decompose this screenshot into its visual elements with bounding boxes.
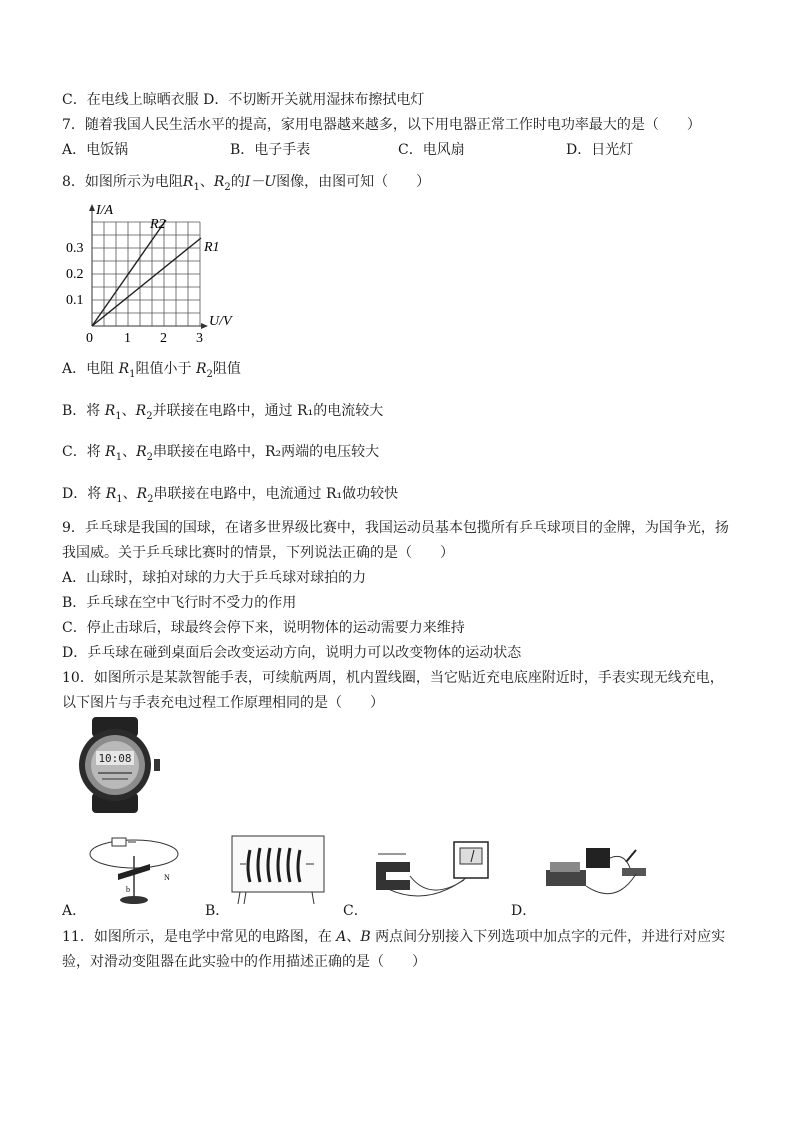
q9-option-a: A．山球时，球拍对球的力大于乒乓球对球拍的力	[62, 570, 367, 586]
q8-option-d: D．将 $R_1$、$R_2$串联接在电路中，电流通过 R₁做功较快	[62, 486, 399, 505]
q8-stem: 8．如图所示为电阻$R_1$、$R_2$的I－U图像，由图可知（ ）	[62, 174, 431, 193]
grid-lines	[92, 222, 200, 326]
q8-option-a: A．电阻 $R_1$阻值小于 $R_2$阻值	[62, 361, 241, 380]
option-a-figure	[84, 830, 194, 914]
q6-option-cd: C．在电线上晾晒衣服 D．不切断开关就用湿抹布擦拭电灯	[62, 92, 425, 108]
q8-option-c: C．将 $R_1$、$R_2$串联接在电路中，R₂两端的电压较大	[62, 444, 380, 463]
origin-label: 0	[86, 331, 93, 346]
watch-display: 10:08	[98, 752, 132, 765]
option-d-figure	[536, 832, 656, 906]
r2-line	[92, 220, 166, 326]
option-c-figure	[366, 832, 496, 906]
q9-option-d: D．乒乓球在碰到桌面后会改变运动方向，说明力可以改变物体的运动状态	[62, 645, 522, 661]
q7-option-a: A．电饭锅	[62, 142, 129, 158]
q10-option-d-label: D．	[511, 903, 537, 919]
x-tick-3: 3	[196, 331, 203, 346]
q7-option-c: C．电风扇	[398, 142, 465, 158]
q9-option-c: C．停止击球后，球最终会停下来，说明物体的运动需要力来维持	[62, 620, 465, 636]
r2-label: R2	[150, 217, 166, 232]
q11-stem-line1: 11．如图所示，是电学中常见的电路图，在 A、B 两点间分别接入下列选项中加点字的元件，并进行对应实	[62, 929, 726, 945]
y-tick-0.1: 0.1	[66, 293, 84, 308]
option-b-figure	[228, 834, 328, 906]
q10-option-c-label: C．	[343, 903, 368, 919]
q7-option-d: D．日光灯	[566, 142, 634, 158]
q10-stem-line1: 10．如图所示是某款智能手表，可续航两周，机内置线圈，当它贴近充电底座附近时，手表实现无线充电，	[62, 670, 724, 686]
q10-option-a-label: A．	[62, 903, 87, 919]
q9-option-b: B．乒乓球在空中飞行时不受力的作用	[62, 595, 297, 611]
q9-stem-line1: 9．乒乓球是我国的国球，在诸多世界级比赛中，我国运动员基本包揽所有乒乓球项目的金牌，为国争光，扬	[62, 520, 729, 536]
x-tick-2: 2	[160, 331, 167, 346]
x-axis-label: U/V	[209, 314, 232, 329]
q10-stem-line2: 以下图片与手表充电过程工作原理相同的是（ ）	[62, 695, 384, 711]
q11-stem-line2: 验，对滑动变阻器在此实验中的作用描述正确的是（ ）	[62, 954, 426, 970]
q10-option-b-label: B．	[205, 903, 230, 919]
q7-option-b: B．电子手表	[230, 142, 311, 158]
x-arrow-icon	[201, 323, 208, 329]
y-axis-label: I/A	[96, 203, 114, 218]
svg-text:N: N	[164, 873, 170, 882]
svg-text:b: b	[126, 885, 130, 894]
iu-graph	[62, 198, 252, 348]
y-tick-0.2: 0.2	[66, 267, 84, 282]
q8-option-b: B．将 $R_1$、$R_2$并联接在电路中，通过 R₁的电流较大	[62, 403, 384, 422]
y-tick-0.3: 0.3	[66, 241, 84, 256]
r1-label: R1	[204, 240, 220, 255]
smartwatch-image	[66, 715, 164, 815]
q9-stem-line2: 我国威。关于乒乓球比赛时的情景，下列说法正确的是（ ）	[62, 545, 454, 561]
x-tick-1: 1	[124, 331, 131, 346]
q7-stem: 7．随着我国人民生活水平的提高，家用电器越来越多，以下用电器正常工作时电功率最大的是（ ）	[62, 117, 701, 133]
y-arrow-icon	[89, 204, 95, 211]
